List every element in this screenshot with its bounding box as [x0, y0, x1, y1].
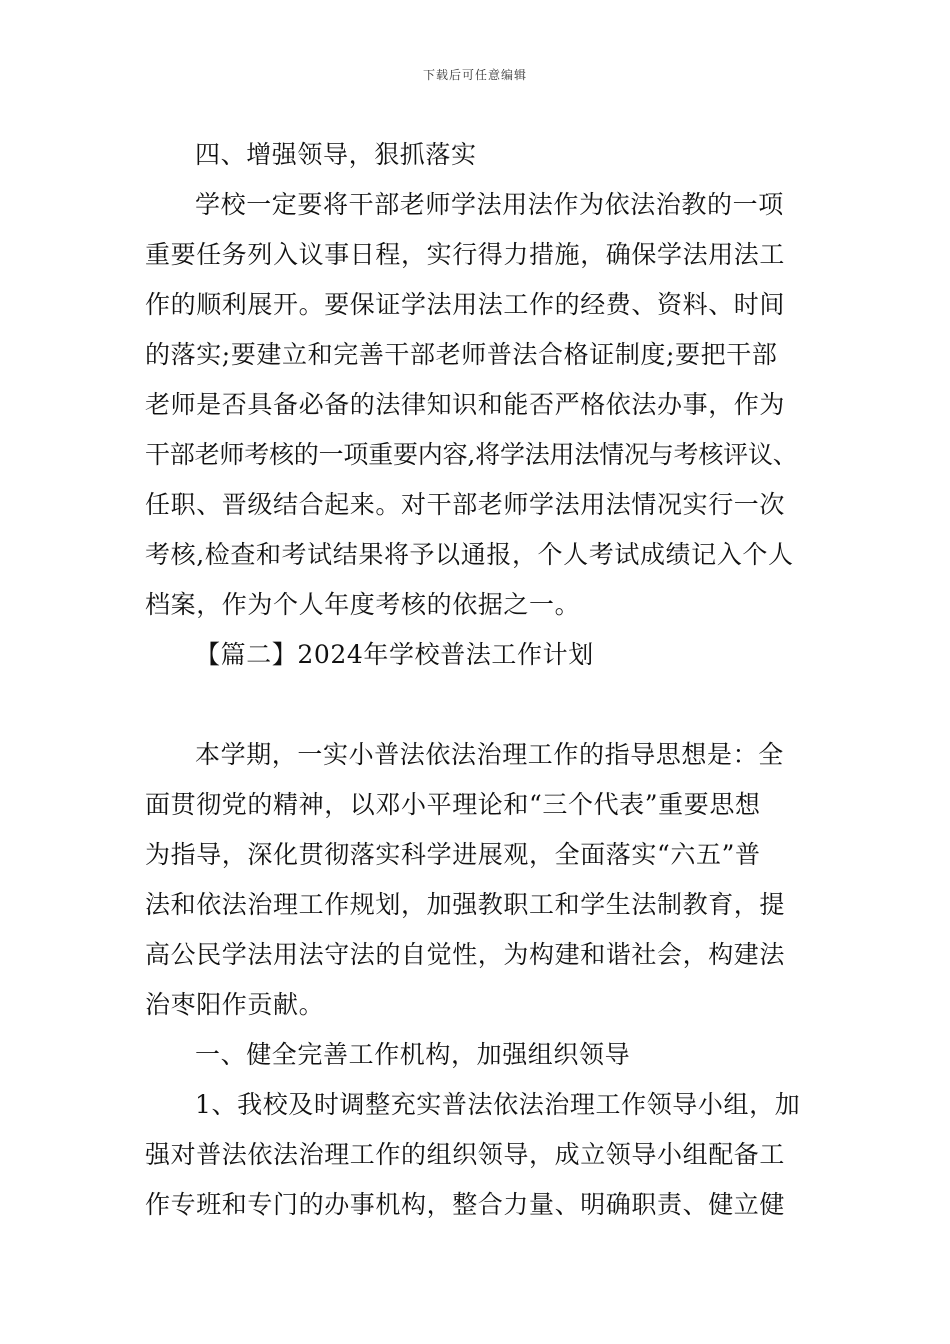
- paragraph-1: [145, 180, 813, 630]
- paragraph-2-line: 法和依法治理工作规划，加强教职工和学生法制教育，提: [145, 890, 786, 919]
- section-heading-1: [145, 1030, 813, 1080]
- paragraph-2-line: 本学期，一实小普法依法治理工作的指导思想是：全: [195, 740, 784, 769]
- paragraph-1-line: 任职、晋级结合起来。对干部老师学法用法情况实行一次: [145, 490, 786, 519]
- paragraph-1-line: 的落实;要建立和完善干部老师普法合格证制度;要把干部: [145, 340, 778, 369]
- paragraph-2-line: 治枣阳作贡献。: [145, 990, 325, 1019]
- paragraph-1-line: 学校一定要将干部老师学法用法作为依法治教的一项: [195, 190, 784, 219]
- blank-line: [145, 680, 813, 730]
- paragraph-1-line: 考核,检查和考试结果将予以通报，个人考试成绩记入个人: [145, 540, 794, 569]
- document-body: [145, 130, 813, 1230]
- part-two-title: [145, 630, 813, 680]
- paragraph-3: [145, 1080, 813, 1230]
- paragraph-1-line: 老师是否具备必备的法律知识和能否严格依法办事，作为: [145, 390, 786, 419]
- paragraph-3-line: 强对普法依法治理工作的组织领导，成立领导小组配备工: [145, 1140, 786, 1169]
- paragraph-1-line: 干部老师考核的一项重要内容,将学法用法情况与考核评议、: [145, 440, 798, 469]
- page-header-note: 下载后可任意编辑: [422, 68, 527, 82]
- part-two-title-text: 【篇二】2024年学校普法工作计划: [195, 640, 594, 669]
- paragraph-3-line: 1、我校及时调整充实普法依法治理工作领导小组，加: [195, 1090, 801, 1119]
- paragraph-3-line: 作专班和专门的办事机构，整合力量、明确职责、健立健: [145, 1190, 786, 1219]
- paragraph-2: [145, 730, 813, 1030]
- paragraph-1-line: 作的顺利展开。要保证学法用法工作的经费、资料、时间: [145, 290, 786, 319]
- section-heading-1-text: 一、健全完善工作机构，加强组织领导: [195, 1040, 631, 1069]
- paragraph-1-line: 重要任务列入议事日程，实行得力措施，确保学法用法工: [145, 240, 786, 269]
- section-heading-4-text: 四、增强领导，狠抓落实: [195, 140, 477, 169]
- section-heading-4: [145, 130, 813, 180]
- paragraph-2-line: 高公民学法用法守法的自觉性，为构建和谐社会，构建法: [145, 940, 786, 969]
- paragraph-1-line: 档案，作为个人年度考核的依据之一。: [145, 590, 581, 619]
- paragraph-2-line: 面贯彻党的精神，以邓小平理论和“三个代表”重要思想: [145, 790, 761, 819]
- paragraph-2-line: 为指导，深化贯彻落实科学进展观，全面落实“六五”普: [145, 840, 761, 869]
